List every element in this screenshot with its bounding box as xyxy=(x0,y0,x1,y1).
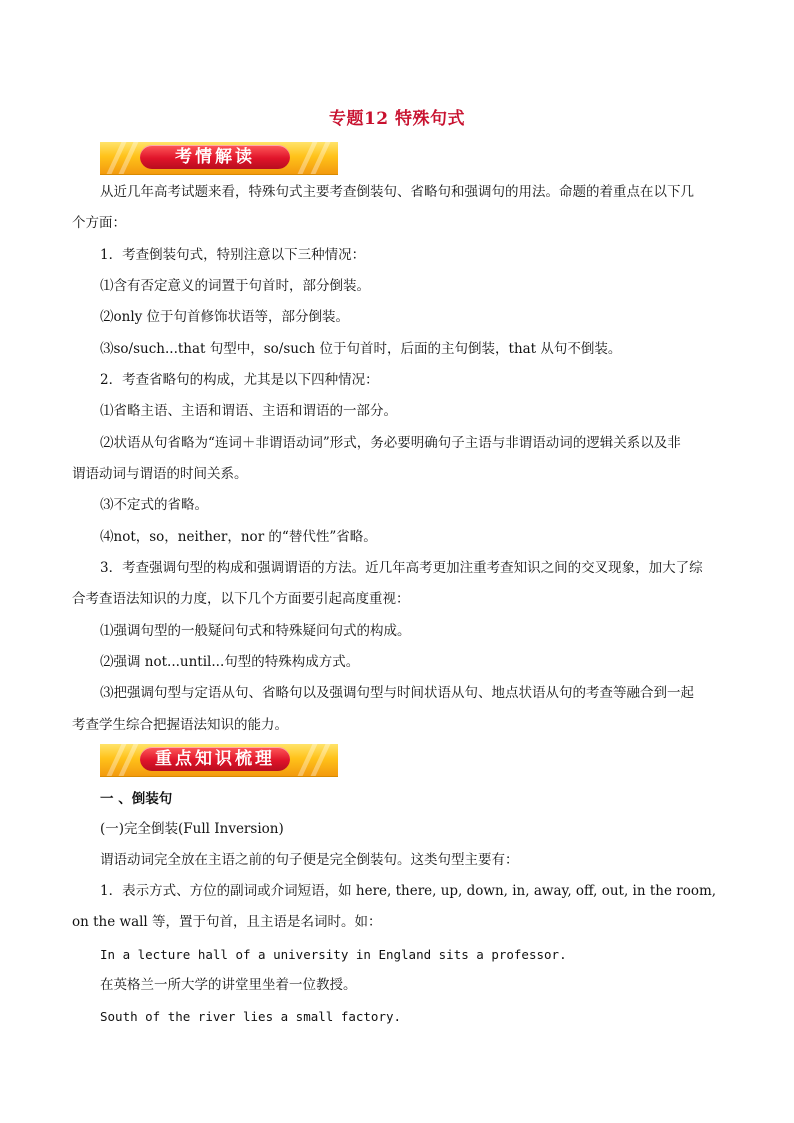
subsection-heading: (一)完全倒装(Full Inversion) xyxy=(100,821,284,837)
section-banner-key-knowledge xyxy=(100,744,338,777)
page-title: 专题12 特殊句式 xyxy=(328,109,466,129)
paragraph-line: ⑵状语从句省略为“连词＋非谓语动词”形式，务必要明确句子主语与非谓语动词的逻辑关系以及非 xyxy=(100,435,681,451)
paragraph-line: ⑴强调句型的一般疑问句式和特殊疑问句式的构成。 xyxy=(100,623,411,639)
example-sentence: In a lecture hall of a university in England sits a professor. xyxy=(100,947,567,962)
paragraph-line: ⑶把强调句型与定语从句、省略句以及强调句型与时间状语从句、地点状语从句的考查等融合到一起 xyxy=(100,685,694,701)
paragraph-line: 谓语动词与谓语的时间关系。 xyxy=(72,466,248,482)
paragraph-line: ⑴省略主语、主语和谓语、主语和谓语的一部分。 xyxy=(100,403,397,419)
example-sentence: South of the river lies a small factory. xyxy=(100,1009,402,1024)
paragraph-line: 个方面： xyxy=(72,215,126,231)
paragraph-line: 考查学生综合把握语法知识的能力。 xyxy=(72,717,288,733)
paragraph-line: 谓语动词完全放在主语之前的句子便是完全倒装句。这类句型主要有： xyxy=(100,852,519,868)
example-translation: 在英格兰一所大学的讲堂里坐着一位教授。 xyxy=(100,977,357,993)
paragraph-line: ⑴含有否定意义的词置于句首时，部分倒装。 xyxy=(100,278,370,294)
section-banner-exam-analysis xyxy=(100,142,338,175)
paragraph-line: ⑵强调 not...until...句型的特殊构成方式。 xyxy=(100,654,360,670)
section-heading: 一 、倒装句 xyxy=(100,791,173,807)
paragraph-line: ⑶不定式的省略。 xyxy=(100,497,208,513)
paragraph-line: ⑶so/such...that 句型中，so/such 位于句首时，后面的主句倒装，that 从句不倒装。 xyxy=(100,341,622,357)
paragraph-line: 从近几年高考试题来看，特殊句式主要考查倒装句、省略句和强调句的用法。命题的着重点在以下几 xyxy=(100,184,694,200)
banner-label: 考情解读 xyxy=(175,147,255,167)
paragraph-line: 3．考查强调句型的构成和强调谓语的方法。近几年高考更加注重考查知识之间的交叉现象，加大了综 xyxy=(100,560,703,576)
paragraph-line: on the wall 等，置于句首，且主语是名词时。如： xyxy=(72,914,382,930)
paragraph-line: 2．考查省略句的构成，尤其是以下四种情况： xyxy=(100,372,379,388)
paragraph-line: ⑷not，so，neither，nor 的“替代性”省略。 xyxy=(100,529,377,545)
paragraph-line: 1．表示方式、方位的副词或介词短语，如 here, there, up, down, in, away, off, out, in the room, xyxy=(100,883,717,899)
banner-label: 重点知识梳理 xyxy=(155,749,275,769)
paragraph-line: 1．考查倒装句式，特别注意以下三种情况： xyxy=(100,247,366,263)
paragraph-line: 合考查语法知识的力度，以下几个方面要引起高度重视： xyxy=(72,591,410,607)
paragraph-line: ⑵only 位于句首修饰状语等，部分倒装。 xyxy=(100,309,350,325)
